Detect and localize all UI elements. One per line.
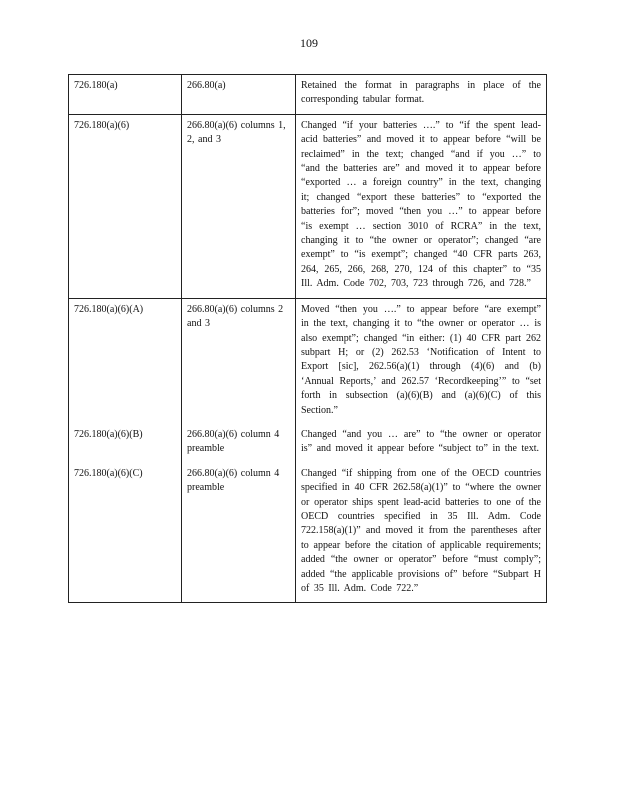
table-row: [69, 114, 547, 298]
new-section-cell: 726.180(a)(6): [69, 114, 182, 298]
old-section-cell: 266.80(a)(6) column 4 preamble: [182, 424, 296, 463]
old-section-cell: 266.80(a)(6) column 4 preamble: [182, 463, 296, 603]
table-row: [69, 298, 547, 424]
description-cell: Changed “if your batteries ….” to “if the spent lead-acid batteries” and moved it to appear before “will be reclaimed” in the text; changed “and if you …” to “and the batteries are” and moved it to appear before “exported … a foreign country” in the text, changing it; changed “export these batteries” to “exported the batteries for”; moved “then you …” to appear before “is exempt … section 3010 of RCRA” in the text, changing it to “the owner or operator”; changed “are exempt” to “is exempt”; changed “40 CFR parts 263, 264, 265, 266, 268, 270, 124 of this chapter” to “35 Ill. Adm. Code 702, 703, 723 through 726, and 728.”: [296, 114, 547, 298]
table-row: [69, 463, 547, 603]
description-cell: Changed “if shipping from one of the OECD countries specified in 40 CFR 262.58(a)(1)” to “where the owner or operator ships spent lead-acid batteries to one of the OECD countries specified in 35 Ill. Adm. Code 722.158(a)(1)” and moved it from the parentheses after to appear before the citation of applicable requirements; added “the owner or operator” before “must comply”; added “the applicable provisions of” before “Subpart H of 35 Ill. Adm. Code 722.”: [296, 463, 547, 603]
new-section-cell: 726.180(a): [69, 75, 182, 115]
description-cell: Moved “then you ….” to appear before “are exempt” in the text, changing it to “the owner or operator … is also exempt”; changed “in either: (1) 40 CFR part 262 subpart H; or (2) 262.53 ‘Notification of Intent to Export [sic], 262.56(a)(1) through (4)(6) and (b) ‘Annual Reports,’ and 262.57 ‘Recordkeeping’” to “set forth in subsection (a)(6)(B) and (a)(6)(C) of this Section.”: [296, 298, 547, 424]
old-section-cell: 266.80(a)(6) columns 1, 2, and 3: [182, 114, 296, 298]
description-cell: Retained the format in paragraphs in place of the corresponding tabular format.: [296, 75, 547, 115]
new-section-cell: 726.180(a)(6)(C): [69, 463, 182, 603]
new-section-cell: 726.180(a)(6)(B): [69, 424, 182, 463]
new-section-cell: 726.180(a)(6)(A): [69, 298, 182, 424]
old-section-cell: 266.80(a): [182, 75, 296, 115]
old-section-cell: 266.80(a)(6) columns 2 and 3: [182, 298, 296, 424]
comparison-table: [68, 74, 547, 603]
table-row: [69, 75, 547, 115]
description-cell: Changed “and you … are” to “the owner or operator is” and moved it appear before “subject to” in the text.: [296, 424, 547, 463]
table-row: [69, 424, 547, 463]
page-number: 109: [300, 36, 318, 50]
